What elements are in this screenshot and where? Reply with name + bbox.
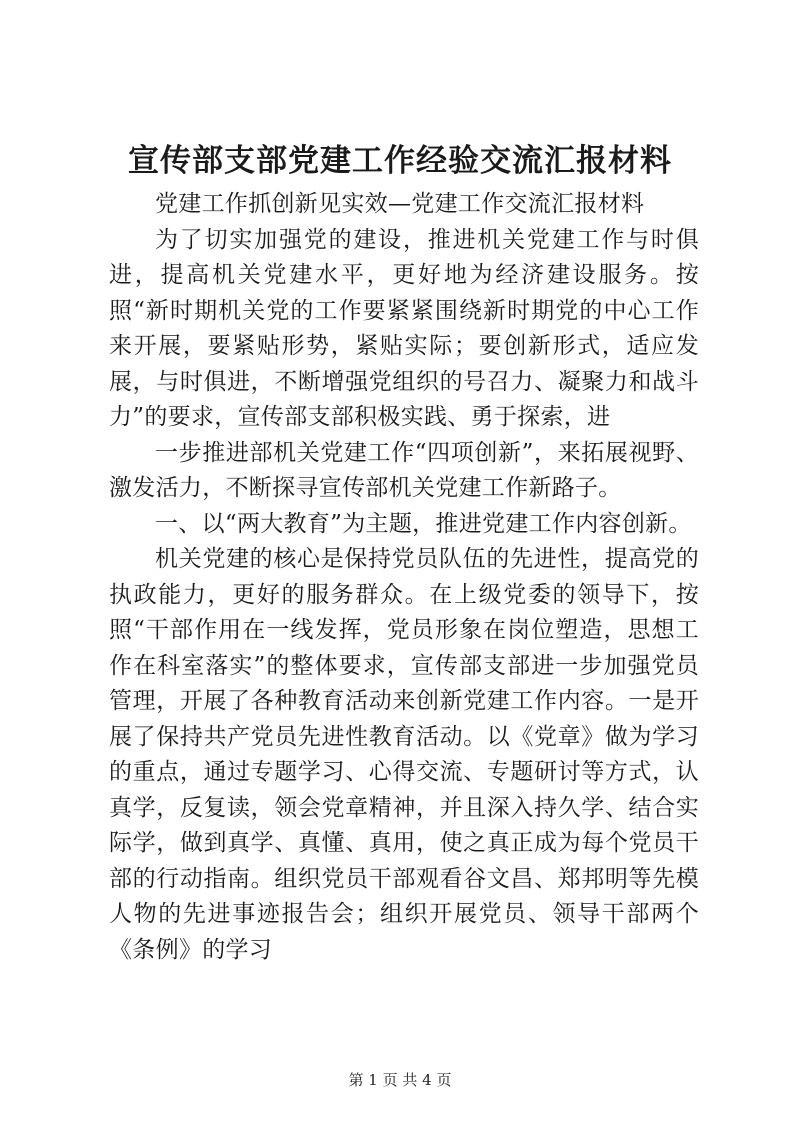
document-title: 宣传部支部党建工作经验交流汇报材料 xyxy=(128,143,672,179)
body-paragraph: 一步推进部机关党建工作“四项创新”，来拓展视野、激发活力，不断探寻宣传部机关党建工作新路子。 xyxy=(109,439,699,501)
body-paragraph: 为了切实加强党的建设，推进机关党建工作与时俱进，提高机关党建水平，更好地为经济建设服务。按照“新时期机关党的工作要紧紧围绕新时期党的中心工作来开展，要紧贴形势，紧贴实际；要创新形式，适应发展，与时俱进，不断增强党组织的号召力、凝聚力和战斗力”的要求，宣传部支部积极实践、勇于探索，进 xyxy=(109,226,699,430)
page-number-footer: 第 1 页 共 4 页 xyxy=(348,1071,452,1089)
subtitle-paragraph: 党建工作抓创新见实效—党建工作交流汇报材料 xyxy=(155,191,645,217)
document-body xyxy=(109,187,699,968)
section-heading: 一、以“两大教育”为主题，推进党建工作内容创新。 xyxy=(155,510,692,537)
body-paragraph: 机关党建的核心是保持党员队伍的先进性，提高党的执政能力，更好的服务群众。在上级党委的领导下，按照“干部作用在一线发挥，党员形象在岗位塑造，思想工作在科室落实”的整体要求，宣传部支部进一步加强党员管理，开展了各种教育活动来创新党建工作内容。一是开展了保持共产党员先进性教育活动。以《党章》做为学习的重点，通过专题学习、心得交流、专题研讨等方式，认真学，反复读，领会党章精神，并且深入持久学、结合实际学，做到真学、真懂、真用，使之真正成为每个党员干部的行动指南。组织党员干部观看谷文昌、郑邦明等先模人物的先进事迹报告会；组织开展党员、领导干部两个《条例》的学习 xyxy=(109,546,699,963)
